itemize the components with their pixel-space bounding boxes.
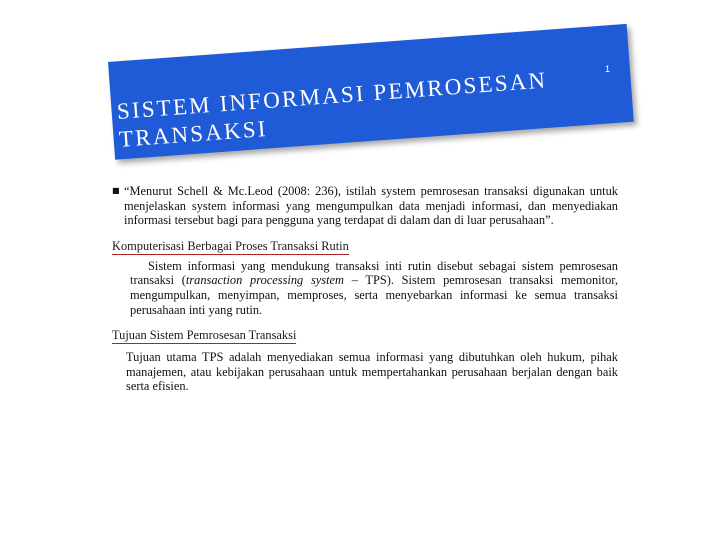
section-text-italic: transaction processing system bbox=[185, 273, 344, 288]
section-computerization bbox=[112, 228, 618, 317]
bullet-item bbox=[112, 184, 618, 228]
section-heading-computerization: Komputerisasi Berbagai Proses Transaksi Rutin bbox=[112, 238, 349, 253]
slide-content bbox=[112, 184, 618, 394]
section-text-part-1: Sistem informasi yang mendukung transaksi inti rutin disebut sebagai sistem pemrosesan transaksi ( bbox=[130, 258, 618, 288]
bullet-text: “Menurut Schell & Mc.Leod (2008: 236), istilah system pemrosesan transaksi digunakan untuk menjelaskan system informasi yang mengumpulkan data menjadi informasi, dan menyediakan informasi tersebut bagi para pengguna yang terdapat di dalam dan di luar perusahaan”. bbox=[124, 184, 618, 228]
section-text-part-2: – TPS). Sistem pemrosesan transaksi memonitor, mengumpulkan, menyimpan, memproses, serta menyebarkan informasi ke semua transaksi perusahaan inti yang rutin. bbox=[130, 273, 618, 317]
bullet-icon: ■ bbox=[112, 186, 120, 195]
section-text-purpose: Tujuan utama TPS adalah menyediakan semua informasi yang dibutuhkan oleh hukum, pihak manajemen, atau kebijakan perusahaan untuk mempertahankan perusahaan berjalan dengan baik serta efisien. bbox=[126, 350, 618, 394]
section-heading-purpose: Tujuan Sistem Pemrosesan Transaksi bbox=[112, 328, 297, 343]
section-text-computerization bbox=[112, 259, 618, 317]
page-number: 1 bbox=[605, 64, 611, 74]
slide-title: SISTEM INFORMASI PEMROSESAN TRANSAKSI bbox=[116, 67, 549, 152]
section-purpose bbox=[112, 317, 618, 394]
